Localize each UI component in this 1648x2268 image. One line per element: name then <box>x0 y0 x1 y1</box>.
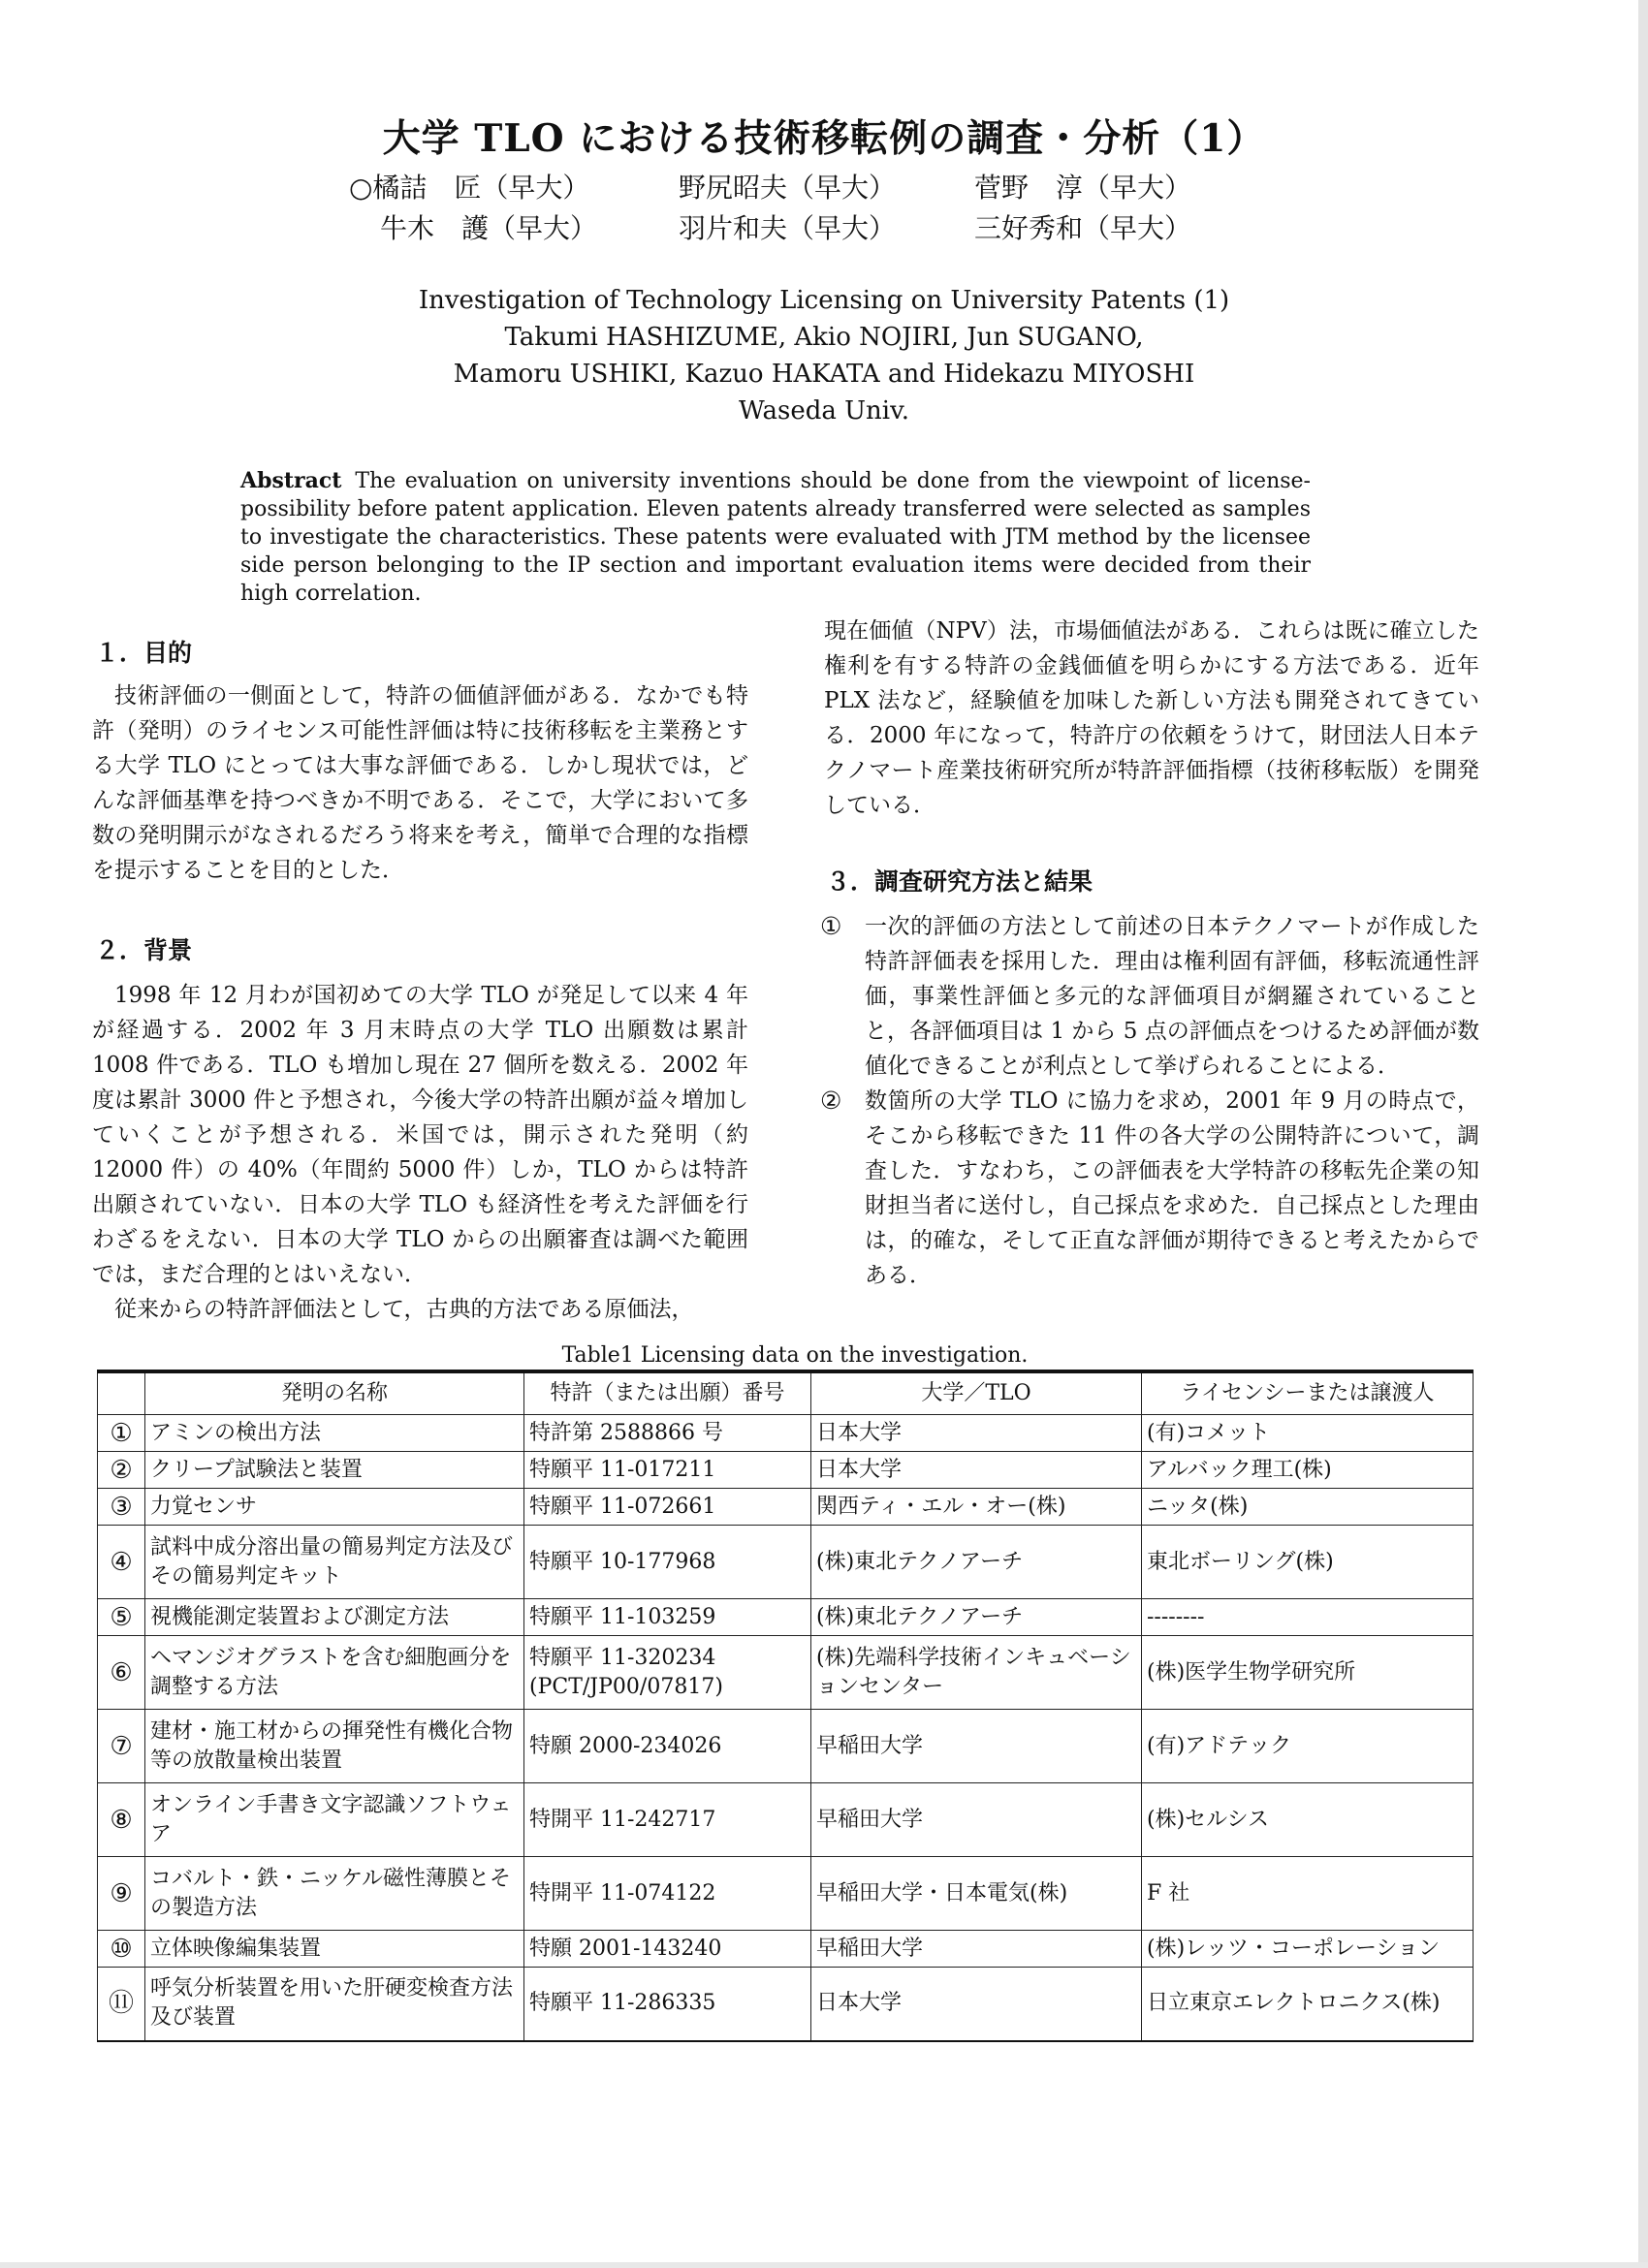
list-item <box>820 1084 1479 1293</box>
column-header: ライセンシーまたは譲渡人 <box>1142 1371 1474 1415</box>
table-cell-no: ④ <box>98 1526 145 1599</box>
licensing-table <box>97 1370 1474 2042</box>
table-cell-patent: 特願平 11-072661 <box>524 1489 811 1526</box>
item-number: ② <box>820 1087 842 1115</box>
table-cell-univ: 早稲田大学 <box>811 1783 1142 1857</box>
author: 野尻昭夫（早大） <box>679 172 897 204</box>
table-cell-patent: 特開平 11-242717 <box>524 1783 811 1857</box>
section-heading: １．目的 <box>95 639 193 667</box>
table-cell-no: ⑥ <box>98 1636 145 1710</box>
affiliation: Waseda Univ. <box>739 396 909 425</box>
table-cell-name: コバルト・鉄・ニッケル磁性薄膜とその製造方法 <box>145 1857 524 1931</box>
table-cell-licensee: 日立東京エレクトロニクス(株) <box>1142 1968 1474 2041</box>
author: 牛木 護（早大） <box>380 212 598 244</box>
table-cell-name: アミンの検出方法 <box>145 1415 524 1452</box>
abstract-label: Abstract <box>240 468 342 493</box>
section-body <box>824 614 1479 823</box>
table-cell-licensee: アルバック理工(株) <box>1142 1452 1474 1489</box>
author: 羽片和夫（早大） <box>679 212 897 244</box>
table-cell-licensee: (有)アドテック <box>1142 1710 1474 1783</box>
item-text: 数箇所の大学 TLO に協力を求め，2001 年 9 月の時点で，そこから移転できた 11 件の各大学の公開特許について，調査した．すなわち，この評価表を大学特許の移転先企業の知財担当者に送付し，自己採点を求めた．自己採点とした理由は，的確な，そして正直な評価が期待できると考えたからである． <box>865 1088 1479 1288</box>
table-row <box>98 1968 1474 2041</box>
table-row <box>98 1599 1474 1636</box>
column-header: 大学／TLO <box>811 1371 1142 1415</box>
table-row <box>98 1710 1474 1783</box>
table-cell-univ: 早稲田大学・日本電気(株) <box>811 1857 1142 1931</box>
table-cell-no: ⑧ <box>98 1783 145 1857</box>
table-row <box>98 1857 1474 1931</box>
table-cell-licensee: ニッタ(株) <box>1142 1489 1474 1526</box>
table-cell-univ: 日本大学 <box>811 1452 1142 1489</box>
table-cell-name: クリープ試験法と装置 <box>145 1452 524 1489</box>
column-header: 特許（または出願）番号 <box>524 1371 811 1415</box>
english-authors: Mamoru USHIKI, Kazuo HAKATA and Hidekazu MIYOSHI <box>453 360 1195 389</box>
table-cell-no: ② <box>98 1452 145 1489</box>
table-cell-no: ① <box>98 1415 145 1452</box>
english-authors: Takumi HASHIZUME, Akio NOJIRI, Jun SUGANO, <box>504 323 1144 352</box>
table-cell-no: ⑪ <box>98 1968 145 2041</box>
table-cell-patent: 特願平 11-320234 (PCT/JP00/07817) <box>524 1636 811 1710</box>
table-cell-licensee: (株)医学生物学研究所 <box>1142 1636 1474 1710</box>
paragraph: 現在価値（NPV）法，市場価値法がある．これらは既に確立した権利を有する特許の金銭価値を明らかにする方法である．近年 PLX 法など，経験値を加味した新しい方法も開発されてきている．2000 年になって，特許庁の依頼をうけて，財団法人日本テクノマート産業技術研究所が特許評価指標（技術移転版）を開発している． <box>824 618 1479 818</box>
english-title: Investigation of Technology Licensing on University Patents (1) <box>418 286 1230 315</box>
table-cell-patent: 特願平 10-177968 <box>524 1526 811 1599</box>
table-cell-univ: 日本大学 <box>811 1415 1142 1452</box>
abstract-text: The evaluation on university inventions should be done from the viewpoint of license-possibility before patent application. Eleven patents already transferred were selected as samples to investigate the characteristics. These patents were evaluated with JTM method by the licensee side person belonging to the IP section and important evaluation items were decided from their high correlation. <box>240 469 1311 606</box>
table-cell-name: 立体映像編集装置 <box>145 1931 524 1968</box>
table-cell-no: ⑨ <box>98 1857 145 1931</box>
table-cell-patent: 特願平 11-286335 <box>524 1968 811 2041</box>
table-cell-licensee: (有)コメット <box>1142 1415 1474 1452</box>
section-heading: ３．調査研究方法と結果 <box>826 867 1093 896</box>
table-cell-licensee: 東北ボーリング(株) <box>1142 1526 1474 1599</box>
table-row <box>98 1931 1474 1968</box>
table-cell-no: ③ <box>98 1489 145 1526</box>
table-cell-univ: (株)先端科学技術インキュベーションセンター <box>811 1636 1142 1710</box>
table-cell-name: 力覚センサ <box>145 1489 524 1526</box>
section-heading: ２．背景 <box>95 936 193 964</box>
table-cell-name: ヘマンジオグラストを含む細胞画分を調整する方法 <box>145 1636 524 1710</box>
table-cell-name: 呼気分析装置を用いた肝硬変検査方法及び装置 <box>145 1968 524 2041</box>
abstract <box>240 467 1311 608</box>
table-cell-name: オンライン手書き文字認識ソフトウェア <box>145 1783 524 1857</box>
section-body <box>92 678 748 888</box>
table-cell-univ: 関西ティ・エル・オー(株) <box>811 1489 1142 1526</box>
section-body <box>820 909 1479 1293</box>
scan-edge <box>0 2262 1648 2268</box>
table-cell-no: ⑤ <box>98 1599 145 1636</box>
table-cell-patent: 特開平 11-074122 <box>524 1857 811 1931</box>
table-cell-licensee: (株)レッツ・コーポレーション <box>1142 1931 1474 1968</box>
table-cell-no: ⑦ <box>98 1710 145 1783</box>
author-row <box>0 207 1648 246</box>
paragraph: 技術評価の一側面として，特許の価値評価がある．なかでも特許（発明）のライセンス可能性評価は特に技術移転を主業務とする大学 TLO にとっては大事な評価である．しかし現状では，どんな評価基準を持つべきか不明である．そこで，大学において多数の発明開示がなされるだろう将来を考え，簡単で合理的な指標を提示することを目的とした． <box>92 683 748 883</box>
item-number: ① <box>820 912 842 940</box>
table-row <box>98 1452 1474 1489</box>
table-cell-name: 視機能測定装置および測定方法 <box>145 1599 524 1636</box>
list-item <box>820 909 1479 1084</box>
table-cell-univ: (株)東北テクノアーチ <box>811 1526 1142 1599</box>
table-cell-patent: 特願 2001-143240 <box>524 1931 811 1968</box>
table-cell-patent: 特願平 11-017211 <box>524 1452 811 1489</box>
section-body <box>92 978 748 1327</box>
table-caption: Table1 Licensing data on the investigation. <box>561 1343 1029 1368</box>
table-cell-univ: (株)東北テクノアーチ <box>811 1599 1142 1636</box>
author: ○橘詰 匠（早大） <box>349 172 590 204</box>
table-cell-no: ⑩ <box>98 1931 145 1968</box>
table-row <box>98 1636 1474 1710</box>
column-header: 発明の名称 <box>145 1371 524 1415</box>
author: 菅野 淳（早大） <box>974 172 1192 204</box>
table-cell-patent: 特願平 11-103259 <box>524 1599 811 1636</box>
table-cell-name: 試料中成分溶出量の簡易判定方法及びその簡易判定キット <box>145 1526 524 1599</box>
table-cell-univ: 早稲田大学 <box>811 1931 1142 1968</box>
table-cell-name: 建材・施工材からの揮発性有機化合物等の放散量検出装置 <box>145 1710 524 1783</box>
table-cell-licensee: F 社 <box>1142 1857 1474 1931</box>
table-cell-patent: 特願 2000-234026 <box>524 1710 811 1783</box>
table-row <box>98 1783 1474 1857</box>
table-cell-univ: 日本大学 <box>811 1968 1142 2041</box>
table-row <box>98 1489 1474 1526</box>
author-row <box>0 167 1648 205</box>
table-row <box>98 1526 1474 1599</box>
table-cell-licensee: -------- <box>1142 1599 1474 1636</box>
table-cell-patent: 特許第 2588866 号 <box>524 1415 811 1452</box>
table-cell-licensee: (株)セルシス <box>1142 1783 1474 1857</box>
table-cell-univ: 早稲田大学 <box>811 1710 1142 1783</box>
table-row <box>98 1415 1474 1452</box>
paper-title: 大学 TLO における技術移転例の調査・分析（1） <box>382 116 1266 161</box>
paragraph: 従来からの特許評価法として，古典的方法である原価法， <box>114 1297 694 1322</box>
paragraph: 1998 年 12 月わが国初めての大学 TLO が発足して以来 4 年が経過する．2002 年 3 月末時点の大学 TLO 出願数は累計 1008 件である．TLO も増加し現在 27 個所を数える．2002 年度は累計 3000 件と予想され，今後大学の特許出願が益々増加していくことが予想される．米国では，開示された発明（約 12000 件）の 40%（年間約 5000 件）しか，TLO からは特許出願されていない．日本の大学 TLO も経済性を考えた評価を行わざるをえない．日本の大学 TLO からの出願審査は調べた範囲では，まだ合理的とはいえない． <box>92 983 748 1287</box>
table-header-row <box>98 1371 1474 1415</box>
item-text: 一次的評価の方法として前述の日本テクノマートが作成した特許評価表を採用した．理由は権利固有評価，移転流通性評価，事業性評価と多元的な評価項目が網羅されていることと，各評価項目は 1 から 5 点の評価点をつけるため評価が数値化できることが利点として挙げられることによる． <box>865 914 1479 1079</box>
column-header <box>98 1371 145 1415</box>
author: 三好秀和（早大） <box>974 212 1192 244</box>
